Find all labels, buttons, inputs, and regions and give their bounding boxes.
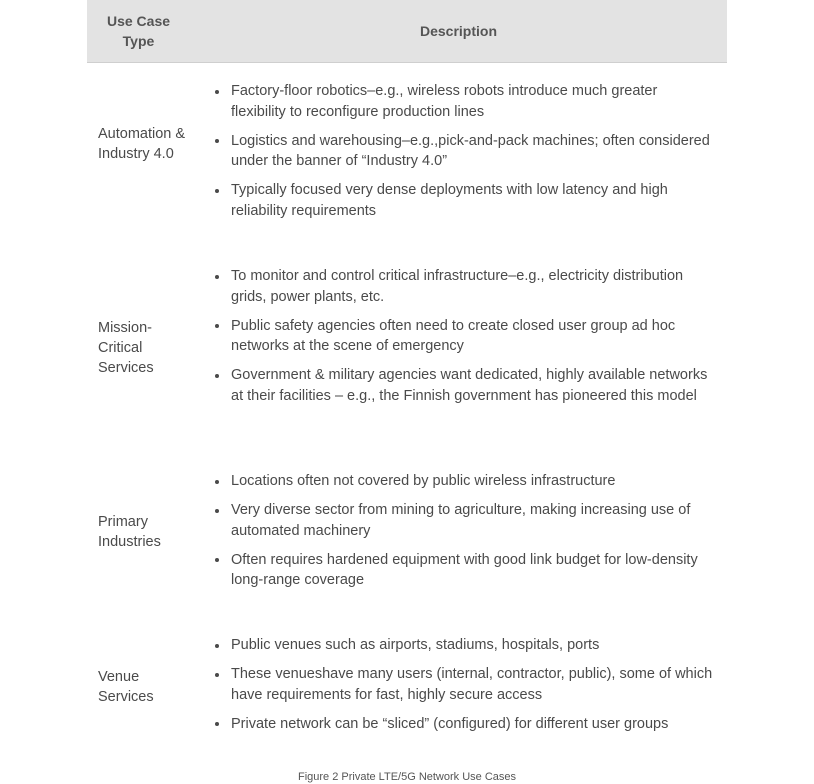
bullet-item: Typically focused very dense deployments with low latency and high reliability requirements bbox=[214, 180, 714, 221]
figure-caption: Figure 2 Private LTE/5G Network Use Cases bbox=[297, 771, 517, 783]
use-case-table bbox=[87, 0, 727, 732]
table-header bbox=[87, 0, 727, 63]
bullet-list bbox=[214, 81, 714, 221]
description-cell bbox=[214, 81, 714, 221]
bullet-item: Locations often not covered by public wireless infrastructure bbox=[214, 471, 714, 492]
bullet-item: Public safety agencies often need to create closed user group ad hoc networks at the scene of emergency bbox=[214, 316, 714, 357]
use-case-type-cell: Mission-Critical Services bbox=[98, 320, 154, 376]
bullet-item: To monitor and control critical infrastructure–e.g., electricity distribution grids, power plants, etc. bbox=[214, 266, 714, 307]
bullet-item: Private network can be “sliced” (configured) for different user groups bbox=[214, 714, 714, 735]
description-cell bbox=[214, 635, 714, 734]
bullet-list bbox=[214, 266, 714, 406]
bullet-item: Public venues such as airports, stadiums, hospitals, ports bbox=[214, 635, 714, 656]
use-case-type-cell: Venue Services bbox=[98, 669, 154, 705]
bullet-item: These venueshave many users (internal, contractor, public), some of which have requirements for fast, highly secure access bbox=[214, 664, 714, 705]
header-description bbox=[190, 0, 727, 62]
bullet-item: Very diverse sector from mining to agriculture, making increasing use of automated machinery bbox=[214, 500, 714, 541]
bullet-item: Government & military agencies want dedicated, highly available networks at their facilities – e.g., the Finnish government has pioneered this model bbox=[214, 365, 714, 406]
header-use-case-type bbox=[87, 0, 190, 62]
bullet-item: Logistics and warehousing–e.g.,pick-and-pack machines; often considered under the banner of “Industry 4.0” bbox=[214, 131, 714, 172]
bullet-item: Factory-floor robotics–e.g., wireless robots introduce much greater flexibility to reconfigure production lines bbox=[214, 81, 714, 122]
description-cell bbox=[214, 471, 714, 591]
use-case-type-cell: Primary Industries bbox=[98, 514, 161, 550]
bullet-item: Often requires hardened equipment with good link budget for low-density long-range coverage bbox=[214, 550, 714, 591]
description-cell bbox=[214, 266, 714, 406]
header-description-label: Description bbox=[419, 23, 497, 39]
bullet-list bbox=[214, 471, 714, 591]
use-case-type-cell: Automation & Industry 4.0 bbox=[98, 126, 186, 162]
header-use-case-type-label: Use Case Type bbox=[106, 13, 171, 49]
bullet-list bbox=[214, 635, 714, 734]
